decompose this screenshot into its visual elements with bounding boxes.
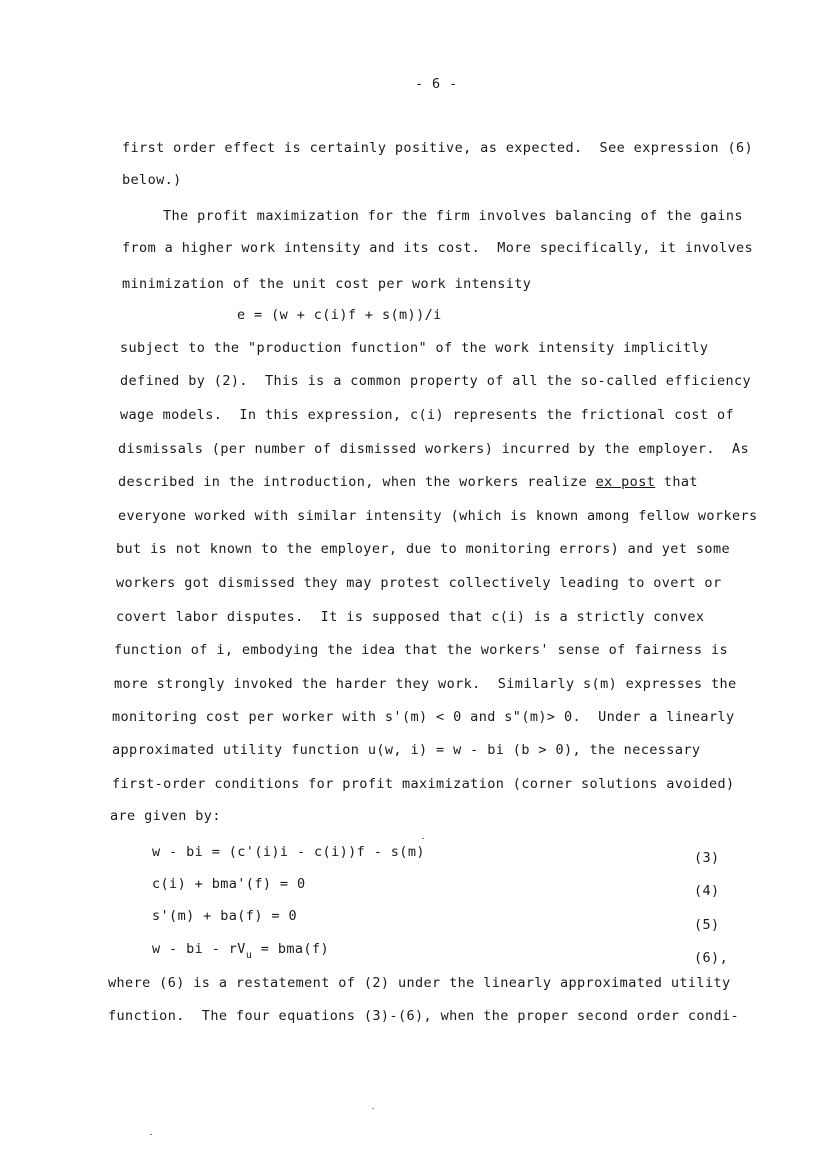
text-line: minimization of the unit cost per work intensity [122,276,532,292]
equation-part: w - bi - rV [152,941,246,957]
subscript-u: u [245,950,253,961]
text-line: defined by (2). This is a common property of all the so-called efficiency [120,373,752,389]
equation-4: c(i) + bma'(f) = 0 [152,876,306,892]
equation-number: (3) [694,850,720,866]
text-line: function. The four equations (3)-(6), when the proper second order condi- [108,1008,740,1024]
text-segment: that [655,474,698,490]
text-line [118,474,698,490]
equation-part: = bma(f) [252,941,329,957]
text-line: subject to the "production function" of the work intensity implicitly [120,340,709,356]
text-line: below.) [122,172,182,188]
text-line: more strongly invoked the harder they work. Similarly s(m) expresses the [114,676,737,692]
equation-number: (4) [694,883,720,899]
text-line: but is not known to the employer, due to monitoring errors) and yet some [116,541,730,557]
text-line: wage models. In this expression, c(i) represents the frictional cost of [120,407,734,423]
text-line: everyone worked with similar intensity (which is known among fellow workers [118,508,758,524]
equation-unit-cost: e = (w + c(i)f + s(m))/i [237,307,442,323]
text-line: approximated utility function u(w, i) = w - bi (b > 0), the necessary [112,742,701,758]
equation-5: s'(m) + ba(f) = 0 [152,908,297,924]
emphasis-ex-post: ex post [595,474,656,490]
scan-speck [372,1108,374,1109]
equation-3: w - bi = (c'(i)i - c(i))f - s(m) [152,844,425,860]
text-line: are given by: [110,808,221,824]
text-line: where (6) is a restatement of (2) under the linearly approximated utility [108,975,731,991]
text-line: covert labor disputes. It is supposed that c(i) is a strictly convex [116,609,705,625]
equation-number: (6), [694,950,729,966]
text-line: function of i, embodying the idea that the workers' sense of fairness is [114,642,728,658]
text-line: monitoring cost per worker with s'(m) < 0 and s"(m)> 0. Under a linearly [112,709,735,725]
text-line: workers got dismissed they may protest collectively leading to overt or [116,575,722,591]
equation-6 [152,941,329,964]
text-segment: described in the introduction, when the workers realize [118,474,596,490]
text-line: first order effect is certainly positive, as expected. See expression (6) [122,140,754,156]
equation-number: (5) [694,917,720,933]
text-line: dismissals (per number of dismissed workers) incurred by the employer. As [118,441,750,457]
text-line: first-order conditions for profit maximization (corner solutions avoided) [112,776,735,792]
text-line: from a higher work intensity and its cost. More specifically, it involves [122,240,754,256]
scan-speck [150,1134,152,1135]
scan-speck [422,838,424,839]
text-line: The profit maximization for the firm involves balancing of the gains [163,208,743,224]
page-number: - 6 - [415,76,458,92]
